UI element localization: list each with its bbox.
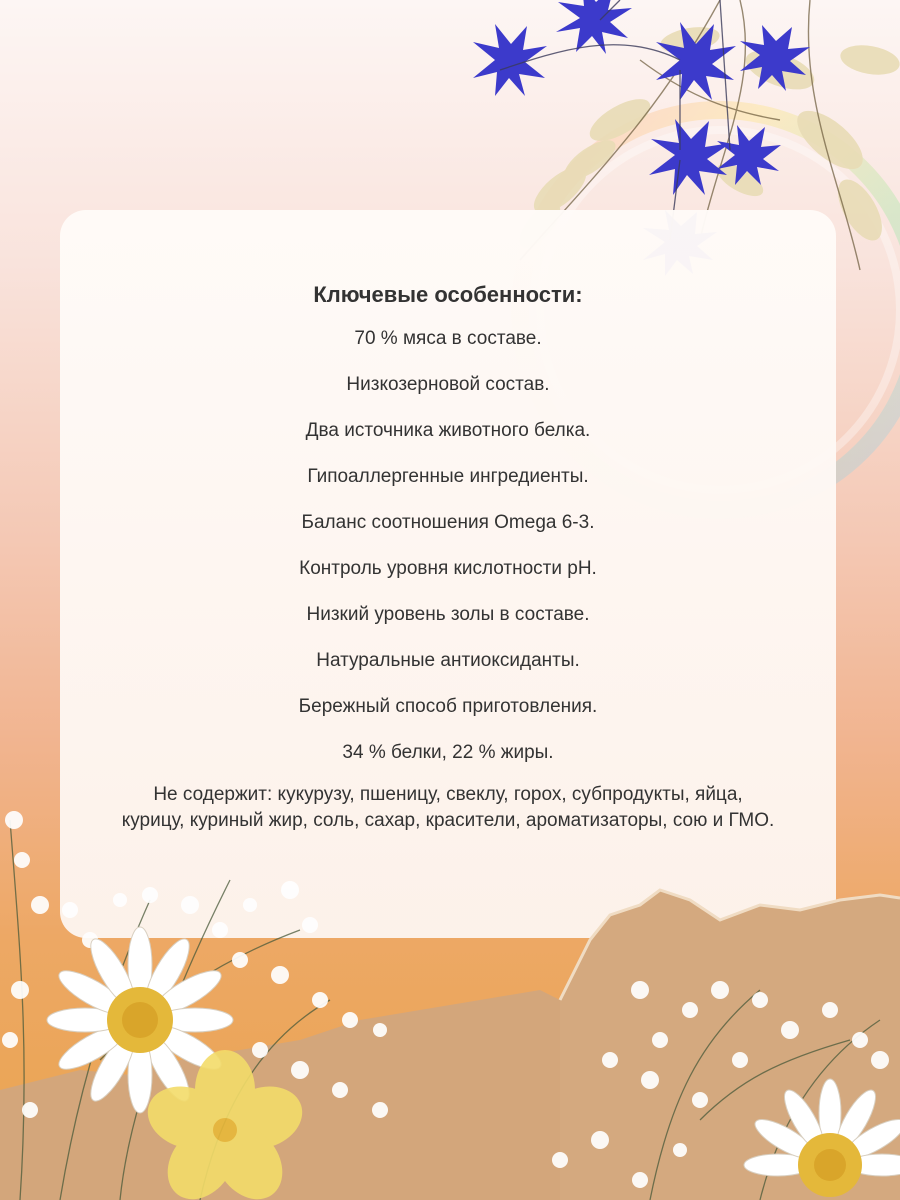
feature-item: Бережный способ приготовления. (298, 696, 598, 717)
feature-item: 70 % мяса в составе. (354, 328, 542, 349)
features-list (60, 328, 836, 764)
feature-item: Гипоаллергенные ингредиенты. (307, 466, 589, 487)
feature-item: 34 % белки, 22 % жиры. (342, 742, 554, 763)
features-card (60, 210, 836, 938)
feature-item: Натуральные антиоксиданты. (316, 650, 580, 671)
exclusions-text: Не содержит: кукурузу, пшеницу, свеклу, горох, субпродукты, яйца, курицу, куриный жир, соль, сахар, красители, ароматизаторы, сою и ГМО. (121, 784, 775, 831)
feature-item: Два источника животного белка. (305, 420, 591, 441)
feature-item: Низкозерновой состав. (346, 374, 550, 395)
feature-item: Баланс соотношения Omega 6-3. (301, 512, 595, 533)
feature-item: Контроль уровня кислотности pH. (299, 558, 597, 579)
feature-item: Низкий уровень золы в составе. (306, 604, 590, 625)
features-title: Ключевые особенности: (313, 282, 583, 307)
